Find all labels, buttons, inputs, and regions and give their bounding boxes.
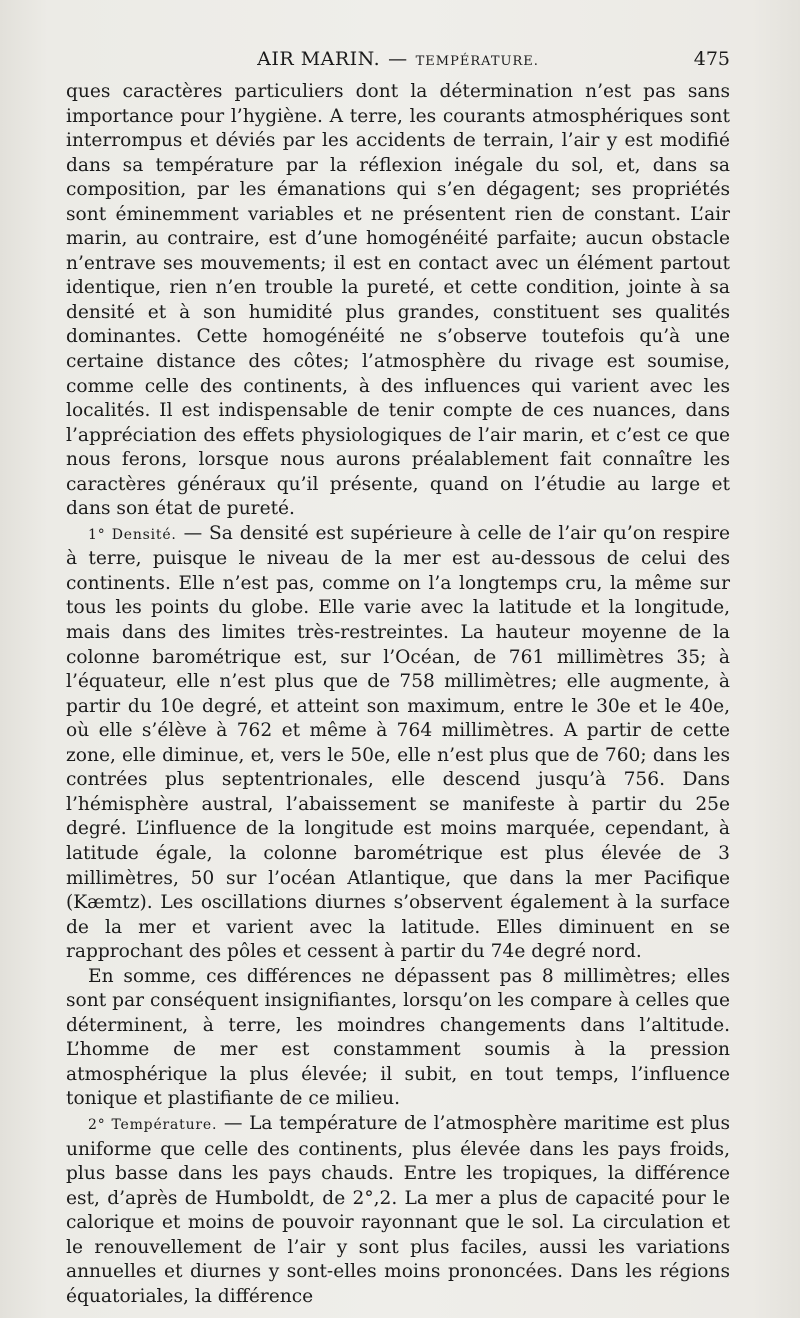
section-heading-densite: 1° Densité. bbox=[88, 526, 177, 543]
running-header bbox=[66, 44, 730, 74]
paragraph-densite-text: — Sa densité est supérieure à celle de l’air qu’on respire à terre, puisque le niveau de la mer est au-dessous de celui des continents. Elle n’est pas, comme on l’a longtemps cru, la même sur tous les points du globe. Elle varie avec la latitude et la longitude, mais dans des limites très-restreintes. La hauteur moyenne de la colonne barométrique est, sur l’Océan, de 761 millimètres 35; à l’équateur, elle n’est plus que de 758 millimètres; elle augmente, à partir du 10e degré, et atteint son maximum, entre le 30e et le 40e, où elle s’élève à 762 et même à 764 millimètres. A partir de cette zone, elle diminue, et, vers le 50e, elle n’est plus que de 760; dans les contrées plus septentrionales, elle descend jusqu’à 756. Dans l’hémisphère austral, l’abaissement se manifeste à partir du 25e degré. L’influence de la longitude est moins marquée, cependant, à latitude égale, la colonne barométrique est plus élevée de 3 millimètres, 50 sur l’océan Atlantique, que dans la mer Pacifique (Kæmtz). Les oscillations diurnes s’observent également à la surface de la mer et varient avec la latitude. Elles diminuent en se rapprochant des pôles et cessent à partir du 74e degré nord. bbox=[66, 522, 730, 963]
paragraph-densite bbox=[66, 522, 730, 965]
running-title-dash: — bbox=[388, 48, 408, 70]
running-title-main: AIR MARIN. bbox=[257, 48, 381, 70]
paragraph-temperature bbox=[66, 1112, 730, 1309]
paragraph-intro bbox=[66, 80, 730, 522]
paragraph-en-somme-text: En somme, ces différences ne dépassent pas 8 millimètres; elles sont par conséquent insignifiantes, lorsqu’on les compare à celles que déterminent, à terre, les moindres changements dans l’altitude. L’homme de mer est constamment soumis à la pression atmosphérique la plus élevée; il subit, en tout temps, l’influence tonique et plastifiante de ce milieu. bbox=[66, 965, 730, 1110]
paragraph-en-somme bbox=[66, 965, 730, 1112]
section-heading-temperature: 2° Température. bbox=[88, 1116, 218, 1133]
paragraph-temperature-text: — La température de l’atmosphère maritime est plus uniforme que celle des continents, plus élevée dans les pays froids, plus basse dans les pays chauds. Entre les tropiques, la différence est, d’après de Humboldt, de 2°,2. La mer a plus de capacité pour le calorique et moins de pouvoir rayonnant que le sol. La circulation et le renouvellement de l’air y sont plus faciles, aussi les variations annuelles et diurnes y sont-elles moins prononcées. Dans les régions équatoriales, la différence bbox=[66, 1112, 730, 1307]
body-text bbox=[66, 80, 730, 1309]
running-title bbox=[66, 48, 730, 70]
running-title-section: TEMPÉRATURE. bbox=[415, 54, 539, 69]
page-number: 475 bbox=[693, 48, 730, 70]
paragraph-intro-text: ques caractères particuliers dont la détermination n’est pas sans importance pour l’hygiène. A terre, les courants atmosphériques sont interrompus et déviés par les accidents de terrain, l’air y est modifié dans sa température par la réflexion inégale du sol, et, dans sa composition, par les émanations qui s’en dégagent; ses propriétés sont éminemment variables et ne présentent rien de constant. L’air marin, au contraire, est d’une homogénéité parfaite; aucun obstacle n’entrave ses mouvements; il est en contact avec un élément partout identique, rien n’en trouble la pureté, et cette condition, jointe à sa densité et à son humidité plus grandes, constituent ses qualités dominantes. Cette homogénéité ne s’observe toutefois qu’à une certaine distance des côtes; l’atmosphère du rivage est soumise, comme celle des continents, à des influences qui varient avec les localités. Il est indispensable de tenir compte de ces nuances, dans l’appréciation des effets physiologiques de l’air marin, et c’est ce que nous ferons, lorsque nous aurons préalablement fait connaître les caractères généraux qu’il présente, quand on l’étudie au large et dans son état de pureté. bbox=[66, 81, 730, 520]
